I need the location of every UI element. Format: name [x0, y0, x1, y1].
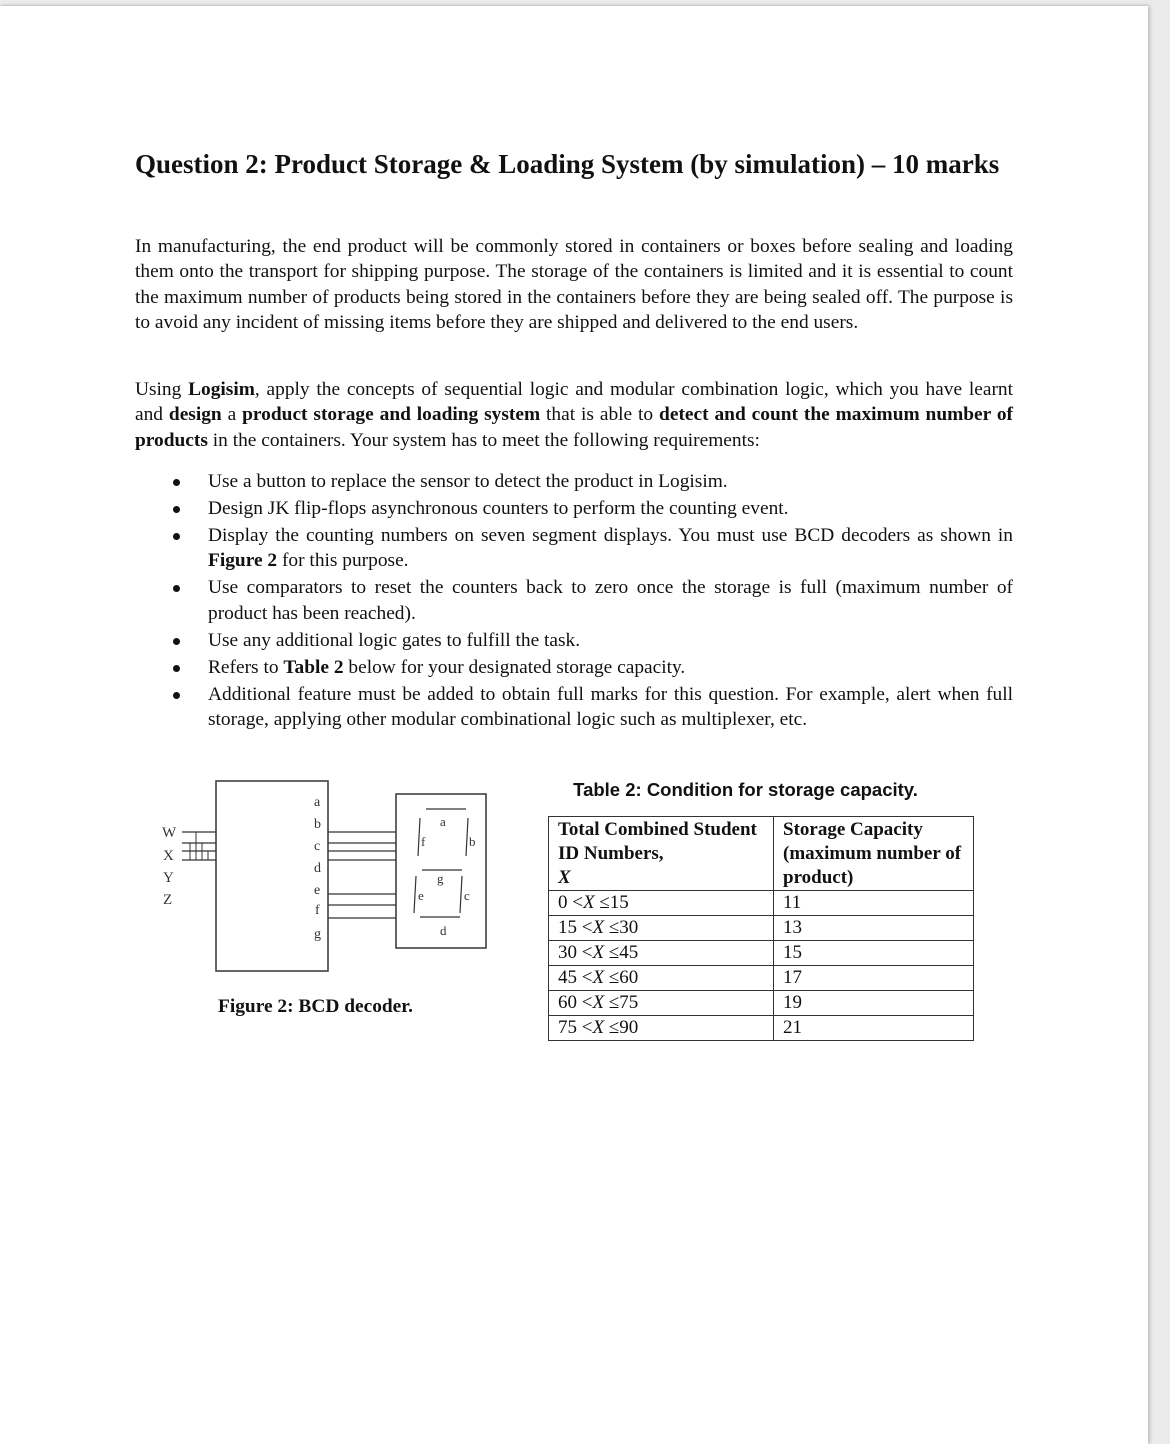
- capacity-cell: 15: [774, 941, 974, 966]
- range-var: X: [592, 917, 605, 938]
- bcd-decoder-figure: [150, 776, 500, 976]
- header-student-id: [549, 817, 774, 891]
- table-row: [549, 941, 974, 966]
- bullet-icon: [173, 533, 180, 540]
- text-span: , apply the concepts of sequential logic and modular combination logic, which you have learnt and: [135, 379, 1013, 426]
- range-cell: [549, 916, 774, 941]
- output-label-f: f: [315, 903, 320, 918]
- input-label-w: W: [162, 825, 177, 841]
- table-caption: Table 2: Condition for storage capacity.: [573, 779, 918, 800]
- range-lo: 30: [558, 942, 577, 963]
- range-hi: 30: [619, 917, 639, 938]
- capacity-cell: 21: [774, 1016, 974, 1041]
- bullet-icon: [173, 665, 180, 672]
- segment-label-c: c: [464, 888, 470, 903]
- requirement-item: [135, 628, 1013, 653]
- requirement-text: Additional feature must be added to obtain full marks for this question. For example, alert when full storage, applying other modular combinational logic such as multiplexer, etc.: [208, 683, 1013, 730]
- requirement-text: Use comparators to reset the counters back to zero once the storage is full (maximum number of product has been reached).: [208, 577, 1013, 624]
- text-span: that is able to: [540, 404, 660, 426]
- segment-c: [460, 876, 462, 913]
- range-le: ≤: [608, 992, 620, 1013]
- range-lt: <: [581, 917, 593, 938]
- bold-system: product storage and loading system: [242, 404, 541, 426]
- range-var: X: [592, 967, 605, 988]
- intro-paragraph: In manufacturing, the end product will be commonly stored in containers or boxes before sealing and loading them onto the transport for shipping purpose. The storage of the containers is limited and it is essential to count the maximum number of products being stored in the containers before they are being sealed off. The purpose is to avoid any incident of missing items before they are shipped and delivered to the end users.: [135, 236, 1013, 333]
- range-cell: [549, 991, 774, 1016]
- bullet-icon: [173, 692, 180, 699]
- range-var: X: [582, 892, 595, 913]
- output-label-b: b: [314, 817, 321, 832]
- output-label-g: g: [314, 927, 321, 942]
- range-var: X: [592, 992, 605, 1013]
- range-le: ≤: [608, 967, 620, 988]
- range-le: ≤: [608, 917, 620, 938]
- requirement-item: [135, 682, 1013, 733]
- table-body: [549, 891, 974, 1041]
- capacity-cell: 11: [774, 891, 974, 916]
- range-lo: 75: [558, 1017, 577, 1038]
- range-lt: <: [572, 892, 583, 913]
- text-span: in the containers. Your system has to meet the following requirements:: [207, 429, 760, 451]
- range-hi: 45: [619, 942, 639, 963]
- bullet-icon: [173, 638, 180, 645]
- range-lt: <: [581, 1017, 593, 1038]
- header-storage-capacity: Storage Capacity (maximum number of product): [774, 817, 974, 891]
- range-cell: [549, 891, 774, 916]
- bold-table-ref: Table 2: [283, 656, 344, 678]
- bullet-icon: [173, 479, 180, 486]
- bold-logisim: Logisim: [188, 379, 255, 400]
- range-cell: [549, 941, 774, 966]
- table-row: [549, 891, 974, 916]
- requirement-text: Design JK flip-flops asynchronous counters to perform the counting event.: [208, 497, 789, 519]
- requirement-item: [135, 575, 1013, 626]
- table-row: [549, 991, 974, 1016]
- range-var: X: [592, 942, 605, 963]
- segment-label-b: b: [469, 834, 476, 849]
- range-le: ≤: [608, 1017, 620, 1038]
- document-page: [0, 6, 1148, 1444]
- requirement-item: [135, 523, 1013, 574]
- range-lo: 45: [558, 967, 577, 988]
- storage-capacity-table: [548, 816, 974, 1041]
- capacity-cell: 13: [774, 916, 974, 941]
- range-cell: [549, 966, 774, 991]
- table-row: [549, 1016, 974, 1041]
- header-text: Total Combined Student ID Numbers,: [558, 819, 757, 864]
- output-label-a: a: [314, 795, 321, 810]
- input-label-z: Z: [163, 892, 173, 908]
- requirement-item: [135, 496, 1013, 521]
- text-span: Using: [135, 379, 189, 400]
- output-label-d: d: [314, 861, 321, 876]
- segment-label-g: g: [437, 871, 444, 886]
- header-variable: X: [558, 867, 571, 888]
- capacity-cell: 17: [774, 966, 974, 991]
- figure-caption: Figure 2: BCD decoder.: [218, 996, 413, 1017]
- decoder-block: [216, 781, 328, 971]
- table-header-row: [549, 817, 974, 891]
- bold-design: design: [168, 404, 222, 426]
- requirement-text: Use a button to replace the sensor to detect the product in Logisim.: [208, 471, 728, 492]
- range-hi: 15: [609, 892, 629, 913]
- table-row: [549, 916, 974, 941]
- range-lt: <: [581, 942, 593, 963]
- range-lt: <: [581, 967, 593, 988]
- bold-detect: detect and count the maximum number of products: [135, 404, 1013, 451]
- range-lo: 0: [558, 892, 568, 913]
- bold-figure-ref: Figure 2: [208, 550, 278, 572]
- range-var: X: [592, 1017, 605, 1038]
- requirement-text: Display the counting numbers on seven segment displays. You must use BCD decoders as shown in: [208, 524, 1013, 546]
- range-hi: 60: [619, 967, 639, 988]
- range-cell: [549, 1016, 774, 1041]
- range-lo: 60: [558, 992, 577, 1013]
- output-label-c: c: [314, 839, 321, 854]
- input-label-x: X: [163, 848, 174, 864]
- requirement-item: [135, 469, 1013, 494]
- requirement-item: [135, 655, 1013, 680]
- bcd-decoder-diagram: [150, 776, 500, 976]
- range-hi: 75: [619, 992, 639, 1013]
- requirement-text: Refers to: [208, 656, 284, 678]
- segment-label-a: a: [440, 814, 446, 829]
- segment-label-d: d: [440, 923, 447, 938]
- range-hi: 90: [619, 1017, 639, 1038]
- range-lt: <: [581, 992, 593, 1013]
- capacity-cell: 19: [774, 991, 974, 1016]
- bullet-icon: [173, 585, 180, 592]
- bullet-icon: [173, 506, 180, 513]
- requirement-text: below for your designated storage capacity.: [343, 656, 686, 678]
- input-label-y: Y: [163, 870, 174, 886]
- text-span: a: [221, 404, 243, 426]
- segment-f: [418, 818, 420, 856]
- segment-label-e: e: [418, 888, 424, 903]
- range-lo: 15: [558, 917, 577, 938]
- segment-label-f: f: [421, 834, 426, 849]
- range-le: ≤: [599, 892, 610, 913]
- requirement-text: Use any additional logic gates to fulfill the task.: [208, 629, 581, 651]
- range-le: ≤: [608, 942, 620, 963]
- table-row: [549, 966, 974, 991]
- segment-e: [414, 876, 416, 913]
- requirements-list: [135, 469, 1013, 734]
- segment-b: [466, 818, 468, 856]
- question-title: Question 2: Product Storage & Loading System (by simulation) – 10 marks: [135, 149, 1000, 179]
- task-paragraph: [135, 377, 1013, 453]
- output-label-e: e: [314, 883, 321, 898]
- requirement-text: for this purpose.: [277, 550, 409, 572]
